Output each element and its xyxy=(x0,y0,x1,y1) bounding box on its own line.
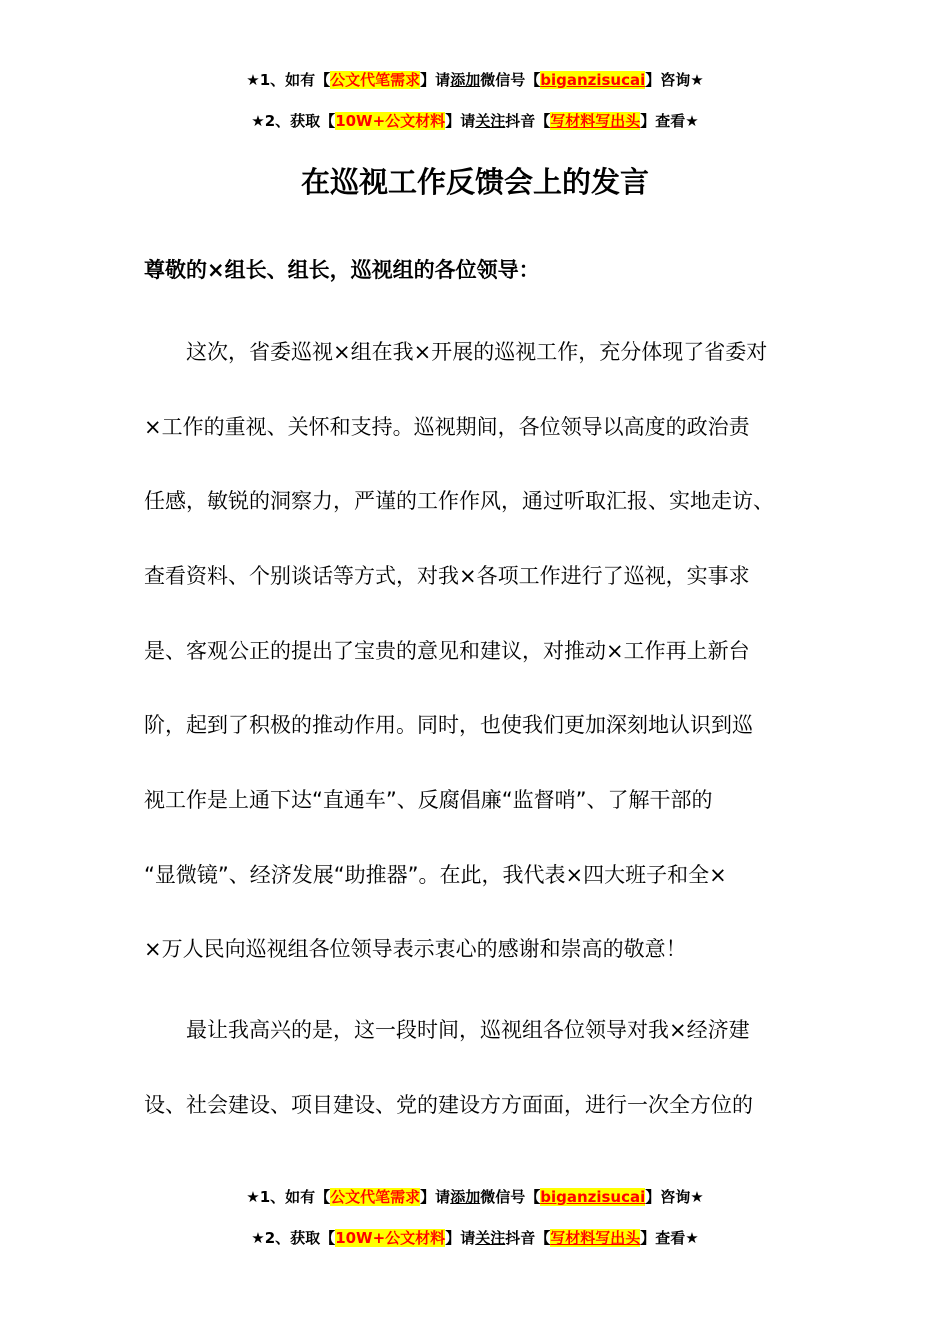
promo-text: 】查看★ xyxy=(640,112,699,130)
promo-emphasis: 添加 xyxy=(450,1188,481,1206)
document-title: 在巡视工作反馈会上的发言 xyxy=(300,165,649,199)
body-line: 查看资料、个别谈话等方式，对我×各项工作进行了巡视，实事求 xyxy=(144,564,750,588)
promo-emphasis: 关注 xyxy=(475,1229,506,1247)
promo-wechat-id: biganzisucai xyxy=(540,1188,646,1206)
promo-text: ★1、如有【 xyxy=(246,1188,331,1206)
body-line: “显微镜”、经济发展“助推器”。在此，我代表×四大班子和全× xyxy=(144,863,727,887)
promo-text: 】咨询★ xyxy=(645,1188,704,1206)
promo-highlight: 公文代笔需求 xyxy=(330,71,421,89)
promo-line-2-bottom xyxy=(0,1228,950,1248)
promo-text: ★1、如有【 xyxy=(246,71,331,89)
promo-text: ★2、获取【 xyxy=(251,112,336,130)
promo-line-2-top xyxy=(0,111,950,131)
body-line: 是、客观公正的提出了宝贵的意见和建议，对推动×工作再上新台 xyxy=(144,639,750,663)
body-line: 设、社会建设、项目建设、党的建设方方面面，进行一次全方位的 xyxy=(144,1093,753,1117)
promo-text: 】请 xyxy=(445,112,476,130)
promo-emphasis: 添加 xyxy=(450,71,481,89)
promo-text: 微信号【 xyxy=(480,71,541,89)
body-line: 这次，省委巡视×组在我×开展的巡视工作，充分体现了省委对 xyxy=(144,340,768,364)
promo-text: 抖音【 xyxy=(505,1229,551,1247)
body-line: 任感，敏锐的洞察力，严谨的工作作风，通过听取汇报、实地走访、 xyxy=(144,489,774,513)
promo-text: 抖音【 xyxy=(505,112,551,130)
promo-account: 写材料写出头 xyxy=(550,1229,641,1247)
body-line: 阶，起到了积极的推动作用。同时，也使我们更加深刻地认识到巡 xyxy=(144,713,753,737)
promo-account: 写材料写出头 xyxy=(550,112,641,130)
body-line: 视工作是上通下达“直通车”、反腐倡廉“监督哨”、了解干部的 xyxy=(144,788,713,812)
body-line: ×万人民向巡视组各位领导表示衷心的感谢和崇高的敬意！ xyxy=(144,937,687,961)
body-line: 最让我高兴的是，这一段时间，巡视组各位领导对我×经济建 xyxy=(144,1018,750,1042)
promo-text: 】请 xyxy=(445,1229,476,1247)
promo-text: 】请 xyxy=(420,1188,451,1206)
promo-text: 微信号【 xyxy=(480,1188,541,1206)
body-line: ×工作的重视、关怀和支持。巡视期间，各位领导以高度的政治责 xyxy=(144,415,750,439)
promo-wechat-id: biganzisucai xyxy=(540,71,646,89)
promo-highlight: 10W+公文材料 xyxy=(335,1229,446,1247)
promo-text: 】查看★ xyxy=(640,1229,699,1247)
promo-line-1-bottom xyxy=(0,1187,950,1207)
salutation: 尊敬的×组长、组长，巡视组的各位领导： xyxy=(144,258,540,282)
promo-text: 】咨询★ xyxy=(645,71,704,89)
promo-emphasis: 关注 xyxy=(475,112,506,130)
promo-line-1-top xyxy=(0,70,950,90)
promo-highlight: 10W+公文材料 xyxy=(335,112,446,130)
promo-highlight: 公文代笔需求 xyxy=(330,1188,421,1206)
promo-text: 】请 xyxy=(420,71,451,89)
promo-text: ★2、获取【 xyxy=(251,1229,336,1247)
